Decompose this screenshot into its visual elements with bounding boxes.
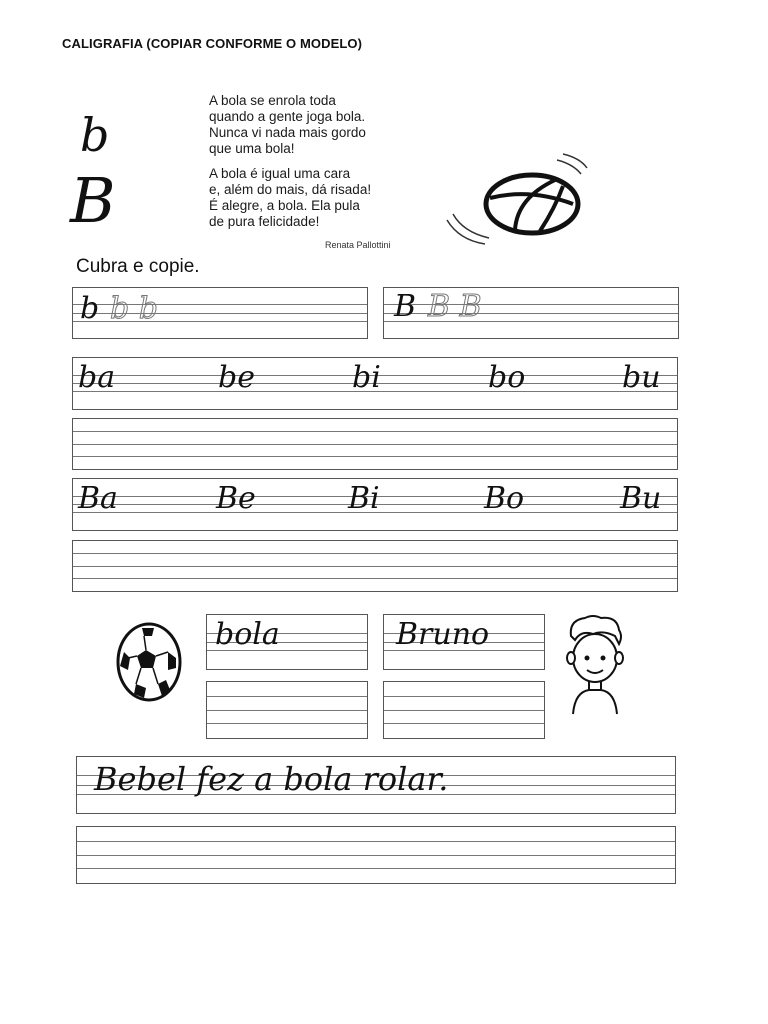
poem-stanza-2	[209, 166, 371, 230]
word-practice-bola[interactable]	[206, 681, 368, 739]
syllable-Bo: Bo	[484, 481, 525, 516]
poem-line: quando a gente joga bola.	[209, 109, 366, 124]
page-title: CALIGRAFIA (COPIAR CONFORME O MODELO)	[62, 36, 363, 51]
trace-dotted-lower-b: b b	[110, 291, 158, 326]
word-bruno: Bruno	[396, 617, 490, 652]
poem-line: Nunca vi nada mais gordo	[209, 125, 366, 140]
syllable-bo: bo	[488, 360, 526, 395]
syllable-Bi: Bi	[348, 481, 380, 516]
syllable-be: be	[218, 360, 255, 395]
word-bola: bola	[215, 617, 280, 652]
poem-line: É alegre, a bola. Ela pula	[209, 198, 360, 213]
syllable-Be: Be	[216, 481, 256, 516]
practice-box-upper[interactable]	[72, 540, 678, 592]
trace-dotted-upper-b: B B	[428, 289, 482, 324]
instruction-text: Cubra e copie.	[76, 256, 200, 277]
poem-author: Renata Pallottini	[325, 240, 391, 250]
sentence-model: Bebel fez a bola rolar.	[94, 760, 449, 798]
syllable-Bu: Bu	[620, 481, 662, 516]
poem-line: A bola é igual uma cara	[209, 166, 351, 181]
soccer-ball-illustration	[116, 622, 184, 702]
poem-stanza-1	[209, 93, 371, 157]
cursive-lower-b: b	[80, 108, 110, 162]
bouncing-ball-illustration	[445, 148, 595, 248]
trace-model-upper-b: B	[394, 289, 417, 324]
practice-box-lower[interactable]	[72, 418, 678, 470]
syllable-ba: ba	[78, 360, 116, 395]
sentence-practice-box[interactable]	[76, 826, 676, 884]
poem-line: A bola se enrola toda	[209, 93, 336, 108]
poem-line: que uma bola!	[209, 141, 295, 156]
poem	[209, 93, 371, 239]
boy-illustration	[563, 614, 627, 718]
cursive-upper-b: B	[70, 164, 116, 237]
syllable-bu: bu	[622, 360, 661, 395]
poem-line: e, além do mais, dá risada!	[209, 182, 372, 197]
syllable-bi: bi	[352, 360, 381, 395]
poem-line: de pura felicidade!	[209, 214, 320, 229]
syllable-Ba: Ba	[78, 481, 118, 516]
trace-model-lower-b: b	[80, 291, 100, 326]
word-practice-bruno[interactable]	[383, 681, 545, 739]
